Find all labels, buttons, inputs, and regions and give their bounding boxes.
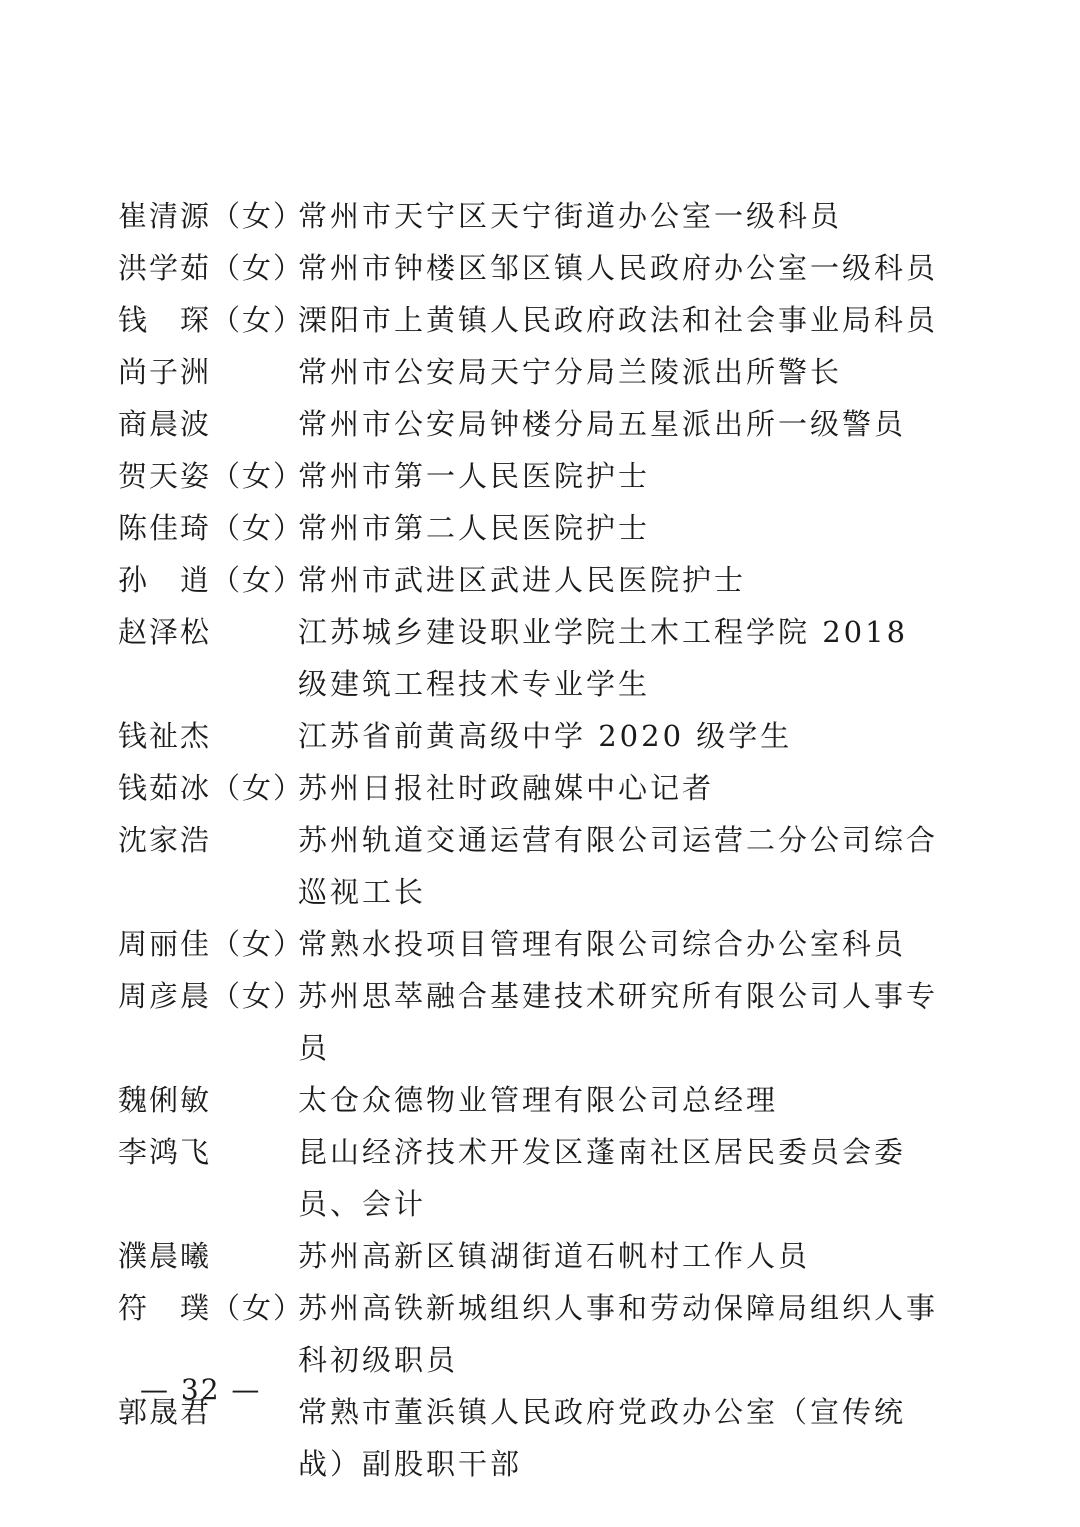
person-position: 苏州高新区镇湖街道石帆村工作人员 bbox=[298, 1239, 811, 1273]
person-name: 洪学茹（女） bbox=[118, 251, 305, 285]
person-name: 郭晟君 bbox=[118, 1395, 212, 1429]
person-name: 陈佳琦（女） bbox=[118, 511, 305, 545]
person-position: 常熟水投项目管理有限公司综合办公室科员 bbox=[298, 927, 907, 961]
person-name: 钱茹冰（女） bbox=[118, 771, 305, 805]
person-position: 江苏省前黄高级中学 2020 级学生 bbox=[298, 719, 793, 753]
list-item bbox=[0, 502, 1080, 554]
list-item bbox=[0, 242, 1080, 294]
list-item bbox=[0, 1074, 1080, 1126]
person-position: 苏州日报社时政融媒中心记者 bbox=[298, 771, 715, 805]
page-number: — 32 — bbox=[140, 1373, 262, 1406]
person-position: 昆山经济技术开发区蓬南社区居民委员会委员、会计 bbox=[298, 1135, 907, 1221]
award-list bbox=[0, 190, 1080, 1490]
list-item bbox=[0, 190, 1080, 242]
person-position: 溧阳市上黄镇人民政府政法和社会事业局科员 bbox=[298, 303, 939, 337]
list-item bbox=[0, 970, 1080, 1074]
list-item bbox=[0, 606, 1080, 710]
person-name: 钱祉杰 bbox=[118, 719, 212, 753]
person-position: 常州市钟楼区邹区镇人民政府办公室一级科员 bbox=[298, 251, 939, 285]
person-position: 常州市第一人民医院护士 bbox=[298, 459, 651, 493]
person-name: 濮晨曦 bbox=[118, 1239, 212, 1273]
person-position: 常州市公安局钟楼分局五星派出所一级警员 bbox=[298, 407, 907, 441]
list-item bbox=[0, 554, 1080, 606]
person-name: 赵泽松 bbox=[118, 615, 212, 649]
person-name: 周彦晨（女） bbox=[118, 979, 305, 1013]
person-name: 魏俐敏 bbox=[118, 1083, 212, 1117]
person-name: 沈家浩 bbox=[118, 823, 212, 857]
person-name: 符 璞（女） bbox=[118, 1291, 305, 1325]
person-name: 孙 逍（女） bbox=[118, 563, 305, 597]
person-position: 太仓众德物业管理有限公司总经理 bbox=[298, 1083, 779, 1117]
person-position: 常州市公安局天宁分局兰陵派出所警长 bbox=[298, 355, 843, 389]
list-item bbox=[0, 762, 1080, 814]
person-position: 常州市武进区武进人民医院护士 bbox=[298, 563, 747, 597]
person-position: 苏州轨道交通运营有限公司运营二分公司综合巡视工长 bbox=[298, 823, 939, 909]
list-item bbox=[0, 1126, 1080, 1230]
list-item bbox=[0, 814, 1080, 918]
person-name: 贺天姿（女） bbox=[118, 459, 305, 493]
person-name: 崔清源（女） bbox=[118, 199, 305, 233]
list-item bbox=[0, 710, 1080, 762]
person-name: 商晨波 bbox=[118, 407, 212, 441]
person-position: 苏州高铁新城组织人事和劳动保障局组织人事科初级职员 bbox=[298, 1291, 939, 1377]
person-position: 常州市天宁区天宁街道办公室一级科员 bbox=[298, 199, 843, 233]
person-position: 常熟市董浜镇人民政府党政办公室（宣传统战）副股职干部 bbox=[298, 1395, 907, 1481]
person-name: 李鸿飞 bbox=[118, 1135, 212, 1169]
list-item bbox=[0, 450, 1080, 502]
person-position: 常州市第二人民医院护士 bbox=[298, 511, 651, 545]
person-name: 周丽佳（女） bbox=[118, 927, 305, 961]
person-name: 钱 琛（女） bbox=[118, 303, 305, 337]
list-item bbox=[0, 398, 1080, 450]
person-position: 江苏城乡建设职业学院土木工程学院 2018 级建筑工程技术专业学生 bbox=[298, 615, 909, 701]
person-name: 尚子洲 bbox=[118, 355, 212, 389]
list-item bbox=[0, 1230, 1080, 1282]
list-item bbox=[0, 346, 1080, 398]
list-item bbox=[0, 294, 1080, 346]
person-position: 苏州思萃融合基建技术研究所有限公司人事专员 bbox=[298, 979, 939, 1065]
list-item bbox=[0, 918, 1080, 970]
